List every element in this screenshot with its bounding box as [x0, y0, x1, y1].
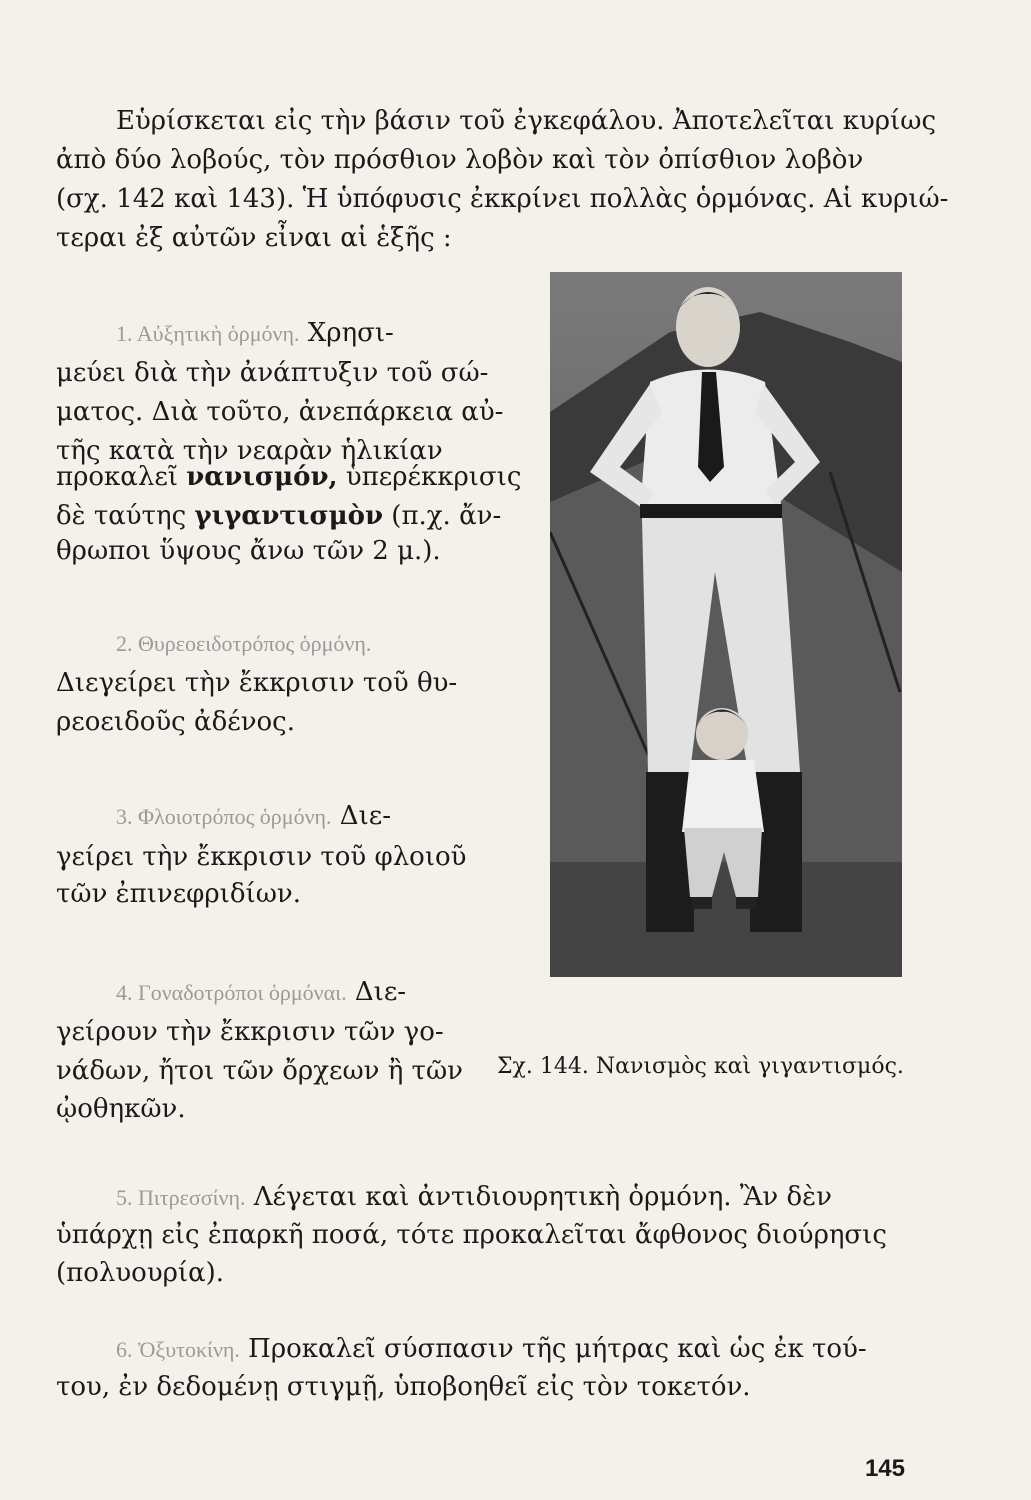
item-4-line: νάδων, ἤτοι τῶν ὄρχεων ἢ τῶν — [56, 1056, 463, 1086]
item-6-first-line: 6. Ὀξυτοκίνη. Προκαλεῖ σύσπασιν τῆς μήτρας καὶ ὡς ἐκ τού- — [116, 1334, 867, 1364]
term-gigantism: γιγαντισμὸν — [194, 501, 384, 531]
term-nanism: νανισμόν, — [186, 462, 338, 492]
item-1-line: προκαλεῖ νανισμόν, ὑπερέκκρισις — [56, 462, 522, 492]
intro-line-4: τεραι ἐξ αὐτῶν εἶναι αἱ ἑξῆς : — [56, 223, 452, 253]
item-4-first-line: 4. Γοναδοτρόποι ὁρμόναι. Διε- — [116, 977, 407, 1007]
item-2-line: ρεοειδοῦς ἀδένος. — [56, 707, 295, 737]
item-6-line: του, ἐν δεδομένῃ στιγμῇ, ὑποβοηθεῖ εἰς τὸν τοκετόν. — [56, 1372, 751, 1402]
item-1-line: ματος. Διὰ τοῦτο, ἀνεπάρκεια αὐ- — [56, 397, 504, 427]
intro-line-3: (σχ. 142 καὶ 143). Ἡ ὑπόφυσις ἐκκρίνει πολλὰς ὁρμόνας. Αἱ κυριώ- — [56, 184, 949, 214]
photo-illustration — [550, 272, 902, 977]
ground — [550, 862, 902, 977]
item-6-heading: 6. Ὀξυτοκίνη. — [116, 1337, 240, 1362]
item-5-line: (πολυουρία). — [56, 1258, 225, 1288]
item-3-line: γείρει τὴν ἔκκρισιν τοῦ φλοιοῦ — [56, 842, 467, 872]
item-5-heading: 5. Πιτρεσσίνη. — [116, 1185, 246, 1210]
man-belt — [640, 504, 782, 518]
item-1-line: τῆς κατὰ τὴν νεαρὰν ἡλικίαν — [56, 436, 443, 466]
item-5-first-line: 5. Πιτρεσσίνη. Λέγεται καὶ ἀντιδιουρητικὴ ὁρμόνη. Ἂν δὲν — [116, 1182, 832, 1212]
child-head — [696, 708, 748, 760]
item-3-heading: 3. Φλοιοτρόπος ὁρμόνη. — [116, 804, 332, 829]
man-head — [676, 287, 740, 367]
intro-line-2: ἀπὸ δύο λοβούς, τὸν πρόσθιον λοβὸν καὶ τὸν ὀπίσθιον λοβὸν — [56, 145, 864, 175]
item-4-line: ᾠοθηκῶν. — [56, 1094, 186, 1124]
intro-line-1: Εὑρίσκεται εἰς τὴν βάσιν τοῦ ἐγκεφάλου. Ἀποτελεῖται κυρίως — [116, 106, 937, 136]
child-left-shoe — [692, 897, 712, 909]
item-2-heading: 2. Θυρεοειδοτρόπος ὁρμόνη. — [116, 631, 372, 656]
figure-caption — [497, 1054, 904, 1079]
item-1-line: δὲ ταύτης γιγαντισμὸν (π.χ. ἄν- — [56, 501, 502, 531]
item-1-heading: 1. Αὐξητικὴ ὁρμόνη. — [116, 321, 300, 346]
child-right-shoe — [736, 897, 756, 909]
child-shirt — [682, 760, 764, 832]
item-4-heading: 4. Γοναδοτρόποι ὁρμόναι. — [116, 980, 347, 1005]
figure-label: Σχ. 144. — [497, 1054, 589, 1079]
item-5-line: ὑπάρχῃ εἰς ἐπαρκῆ ποσά, τότε προκαλεῖται ἄφθονος διούρησις — [56, 1220, 887, 1250]
item-3-first-line: 3. Φλοιοτρόπος ὁρμόνη. Διε- — [116, 801, 392, 831]
figure-photo — [550, 272, 902, 977]
item-2-first-line — [116, 626, 371, 661]
item-3-line: τῶν ἐπινεφριδίων. — [56, 879, 301, 909]
item-2-line: Διεγείρει τὴν ἔκκρισιν τοῦ θυ- — [56, 668, 458, 698]
item-1-first-line: 1. Αὐξητικὴ ὁρμόνη. Χρησι- — [116, 318, 394, 348]
page-number: 145 — [864, 1455, 905, 1482]
figure-caption-text: Νανισμὸς καὶ γιγαντισμός. — [595, 1054, 904, 1079]
item-1-line: μεύει διὰ τὴν ἀνάπτυξιν τοῦ σώ- — [56, 358, 489, 388]
item-4-line: γείρουν τὴν ἔκκρισιν τῶν γο- — [56, 1017, 444, 1047]
item-1-line: θρωποι ὕψους ἄνω τῶν 2 μ.). — [56, 536, 441, 566]
